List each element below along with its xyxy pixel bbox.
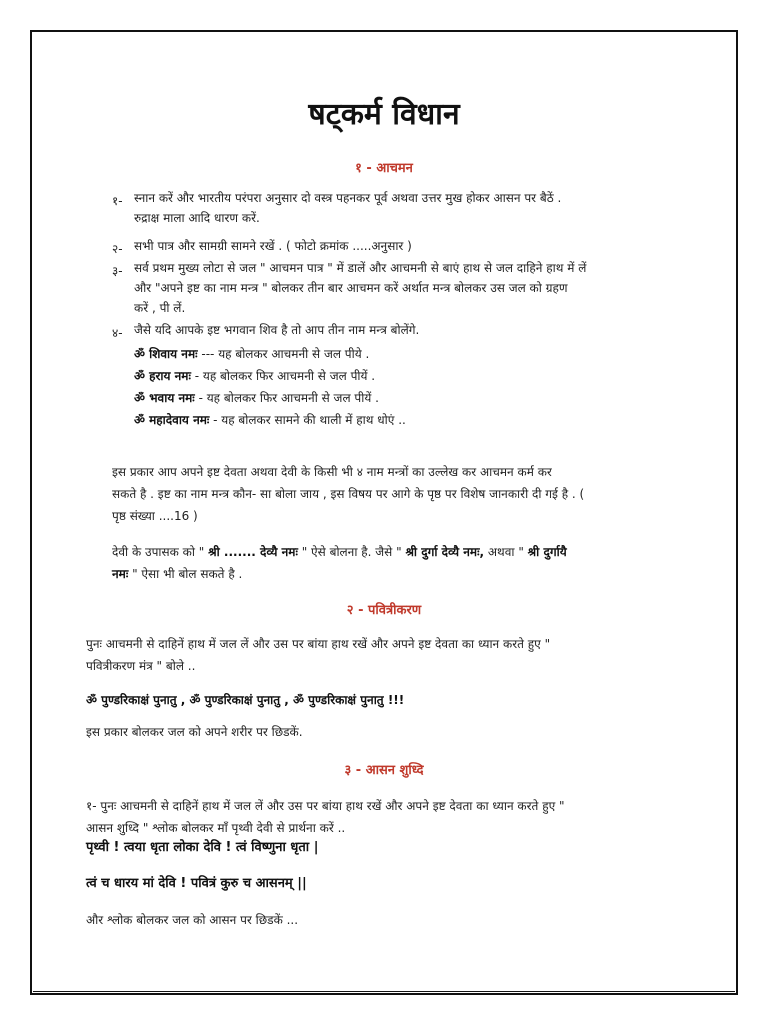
- item-3-line-2: और "अपने इष्ट का नाम मन्त्र " बोलकर तीन बार आचमन करें अर्थात मन्त्र बोलकर उस जल को ग्रहण: [134, 281, 568, 295]
- item-4-line-1: जैसे यदि आपके इष्ट भगवान शिव है तो आप तीन नाम मन्त्र बोलेंगे.: [134, 323, 420, 337]
- p2-text-a: देवी के उपासक को ": [112, 545, 209, 559]
- section-heading-pavitrikaran: २ - पवित्रीकरण: [346, 603, 422, 618]
- mantra-line-1: [134, 344, 369, 364]
- s2-line-2: पवित्रीकरण मंत्र " बोले ..: [86, 659, 196, 673]
- mantra-1-name: ॐ शिवाय नमः: [134, 347, 198, 361]
- paragraph-1-line-2: सकते है . इष्ट का नाम मन्त्र कौन- सा बोला जाय , इस विषय पर आगे के पृष्ठ पर विशेष जानकारी दी गई है . (: [112, 487, 585, 501]
- mantra-line-3: [134, 388, 379, 408]
- p2-text-h: " ऐसा भी बोल सकते है .: [128, 567, 243, 581]
- mantra-line-4: [134, 410, 406, 430]
- p2-bold-f: श्री दुर्गायै: [527, 545, 567, 559]
- mantra-1-text: --- यह बोलकर आचमनी से जल पीये .: [197, 347, 370, 361]
- mantra-2-text: - यह बोलकर फिर आचमनी से जल पीयें .: [190, 369, 376, 383]
- s2-line-1: पुनः आचमनी से दाहिनें हाथ में जल लें और उस पर बांया हाथ रखें और अपने इष्ट देवता का ध्यान करते हुए ": [86, 637, 551, 651]
- s3-line-1: १- पुनः आचमनी से दाहिनें हाथ में जल लें और उस पर बांया हाथ रखें और अपने इष्ट देवता का ध्यान करते हुए ": [86, 799, 565, 813]
- p2-bold-b: श्री ....... देव्यै नमः: [208, 545, 298, 559]
- item-number-1: १-: [112, 194, 123, 208]
- paragraph-2-line-1: [112, 542, 567, 562]
- item-number-3: ३-: [112, 264, 123, 278]
- p2-bold-g: नमः: [112, 567, 129, 581]
- p2-text-e: अथवा ": [484, 545, 528, 559]
- item-number-4: ४-: [112, 326, 123, 340]
- s3-line-2: आसन शुध्दि " श्लोक बोलकर माँ पृथ्वी देवी से प्रार्थना करें ..: [86, 821, 346, 835]
- mantra-2-name: ॐ हराय नमः: [134, 369, 191, 383]
- p2-text-c: " ऐसे बोलना है. जैसे ": [297, 545, 406, 559]
- section-heading-asan-shuddhi: ३ - आसन शुध्दि: [344, 763, 424, 778]
- paragraph-1-line-3: पृष्ठ संख्या ....16 ): [112, 509, 198, 523]
- shloka-line-1: पृथ्वी ! त्वया धृता लोका देवि ! त्वं विष्णुना धृता |: [86, 840, 319, 855]
- mantra-3-name: ॐ भवाय नमः: [134, 391, 195, 405]
- item-number-2: २-: [112, 242, 123, 256]
- mantra-line-2: [134, 366, 375, 386]
- page-border-inner-line: [33, 991, 735, 992]
- section-heading-achaman: १ - आचमन: [355, 161, 413, 176]
- s3-after: और श्लोक बोलकर जल को आसन पर छिडकें ...: [86, 913, 299, 927]
- item-3-line-3: करें , पी लें.: [134, 301, 186, 315]
- item-1-line-1: स्नान करें और भारतीय परंपरा अनुसार दो वस्त्र पहनकर पूर्व अथवा उत्तर मुख होकर आसन पर बैठें .: [134, 191, 562, 205]
- item-1-line-2: रुद्राक्ष माला आदि धारण करें.: [134, 211, 260, 225]
- mantra-4-name: ॐ महादेवाय नमः: [134, 413, 210, 427]
- mantra-4-text: - यह बोलकर सामने की थाली में हाथ धोएं ..: [209, 413, 406, 427]
- page-title: षट्कर्म विधान: [308, 97, 460, 132]
- paragraph-1-line-1: इस प्रकार आप अपने इष्ट देवता अथवा देवी के किसी भी ४ नाम मन्त्रों का उल्लेख कर आचमन कर्म कर: [112, 465, 552, 479]
- mantra-3-text: - यह बोलकर फिर आचमनी से जल पीयें .: [194, 391, 379, 405]
- paragraph-2-line-2: [112, 564, 242, 584]
- s2-after: इस प्रकार बोलकर जल को अपने शरीर पर छिडकें.: [86, 725, 303, 739]
- p2-bold-d: श्री दुर्गा देव्यै नमः,: [405, 545, 485, 559]
- shloka-line-2: त्वं च धारय मां देवि ! पवित्रं कुरु च आसनम् ||: [86, 876, 307, 891]
- item-2-line-1: सभी पात्र और सामग्री सामने रखें . ( फोटो क्रमांक .....अनुसार ): [134, 239, 412, 253]
- s2-mantra: ॐ पुण्डरिकाक्षं पुनातु , ॐ पुण्डरिकाक्षं पुनातु , ॐ पुण्डरिकाक्षं पुनातु !!!: [86, 693, 405, 707]
- item-3-line-1: सर्व प्रथम मुख्य लोटा से जल " आचमन पात्र " में डालें और आचमनी से बाएं हाथ से जल दाहिने हाथ में लें: [134, 261, 587, 275]
